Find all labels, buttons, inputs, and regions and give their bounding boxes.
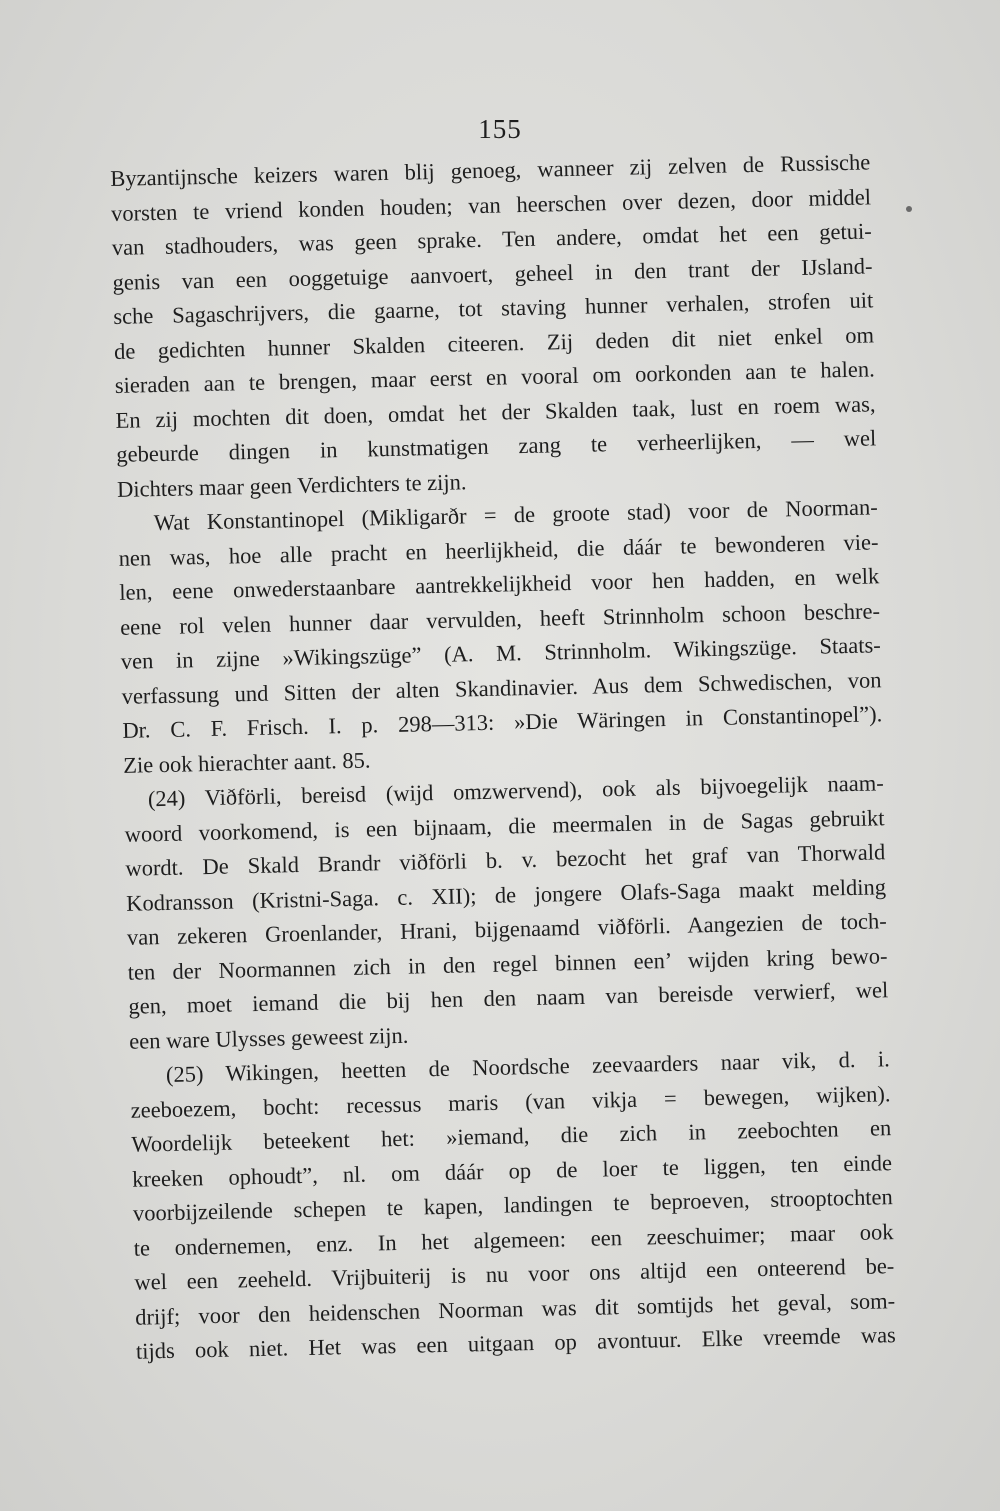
text-line: eene rol velen hunner daar vervulden, heeft Strinnholm schoon beschre- <box>119 597 881 640</box>
text-line: Byzantijnsche keizers waren blij genoeg, wanneer zij zelven de Russische <box>110 149 871 191</box>
note-25-start-line: (25) Wikingen, heetten de Noordsche zeevaarders naar vik, d. i. <box>165 1046 891 1087</box>
text-line: gebeurde dingen in kunstmatigen zang te verheerlijken, — wel <box>116 425 877 467</box>
text-line: vorsten te vriend konden houden; van heerschen over dezen, door middel <box>110 183 872 226</box>
note-24-start-line: (24) Viðförli, bereisd (wijd omzwervend), ook als bijvoegelijk naam- <box>147 770 884 812</box>
text-line: gen, moet iemand die bij hen den naam van bereisde verwierf, wel <box>128 977 889 1019</box>
text-line: Dr. C. F. Frisch. I. p. 298—313: »Die Wäringen in Constantinopel”). <box>122 701 883 743</box>
text-line: Woordelijk beteekent het: »iemand, die zich in zeebochten en <box>131 1115 892 1157</box>
text-line: voorbijzeilende schepen te kapen, landingen te beproeven, strooptochten <box>132 1184 894 1226</box>
body-text <box>110 145 897 1364</box>
text-line: wordt. De Skald Brandr viðförli b. v. bezocht het graf van Thorwald <box>125 839 886 881</box>
text-line: Zie ook hierachter aant. 85. <box>122 746 371 778</box>
text-line: sieraden aan te brengen, maar eerst en vooral om oorkonden aan te halen. <box>114 356 875 398</box>
text-line: wel een zeeheld. Vrijbuiterij is nu voor ons altijd een onteerend be- <box>134 1253 895 1295</box>
text-line: sche Sagaschrijvers, die gaarne, tot staving hunner verhalen, strofen uit <box>113 287 874 329</box>
text-line: verfassung und Sitten der alten Skandinavier. Aus dem Schwedischen, von <box>121 666 882 709</box>
text-line: ten der Noormannen zich in den regel binnen een’ wijden kring bewo- <box>127 942 888 985</box>
text-line: te ondernemen, enz. In het algemeen: een zeeschuimer; maar ook <box>133 1218 894 1261</box>
text-line: tijds ook niet. Het was een uitgaan op avontuur. Elke vreemde was <box>135 1322 897 1364</box>
text-line: een ware Ulysses geweest zijn. <box>128 1022 409 1054</box>
text-line: Kodransson (Kristni-Saga. c. XII); de jongere Olafs-Saga maakt melding <box>125 873 887 916</box>
text-line: genis van een ooggetuige aanvoert, geheel in den trant der IJsland- <box>112 252 873 295</box>
text-line: drijf; voor den heidenschen Noorman was dit somtijds het geval, som- <box>134 1287 896 1330</box>
text-line: En zij mochten dit doen, omdat het der Skalden taak, lust en roem was, <box>115 390 876 433</box>
text-line: woord voorkomend, is een bijnaam, die meermalen in de Sagas gebruikt <box>124 804 885 847</box>
text-line: nen was, hoe alle pracht en heerlijkheid, die dáár te bewonderen vie- <box>118 528 879 571</box>
text-line: Dichters maar geen Verdichters te zijn. <box>116 468 467 502</box>
text-line: van stadhouders, was geen sprake. Ten andere, omdat het een getui- <box>111 218 872 260</box>
text-line: ven in zijne »Wikingszüge” (A. M. Strinnholm. Wikingszüge. Staats- <box>120 632 881 674</box>
text-line: van zekeren Groenlander, Hrani, bijgenaamd viðförli. Aangezien de toch- <box>126 908 888 950</box>
text-line: kreeken ophoudt”, nl. om dáár op de loer te liggen, ten einde <box>131 1149 893 1192</box>
page-number: 155 <box>478 114 522 144</box>
text-line: de gedichten hunner Skalden citeeren. Zij deden dit niet enkel om <box>113 321 875 364</box>
text-line: len, eene onwederstaanbare aantrekkelijkheid voor hen hadden, en welk <box>119 563 880 605</box>
ink-spot <box>906 206 912 212</box>
text-line: zeeboezem, bocht: recessus maris (van vikja = bewegen, wijken). <box>130 1080 891 1123</box>
paragraph-start-line: Wat Konstantinopel (Mikligarðr = de groote stad) voor de Noorman- <box>153 494 878 536</box>
